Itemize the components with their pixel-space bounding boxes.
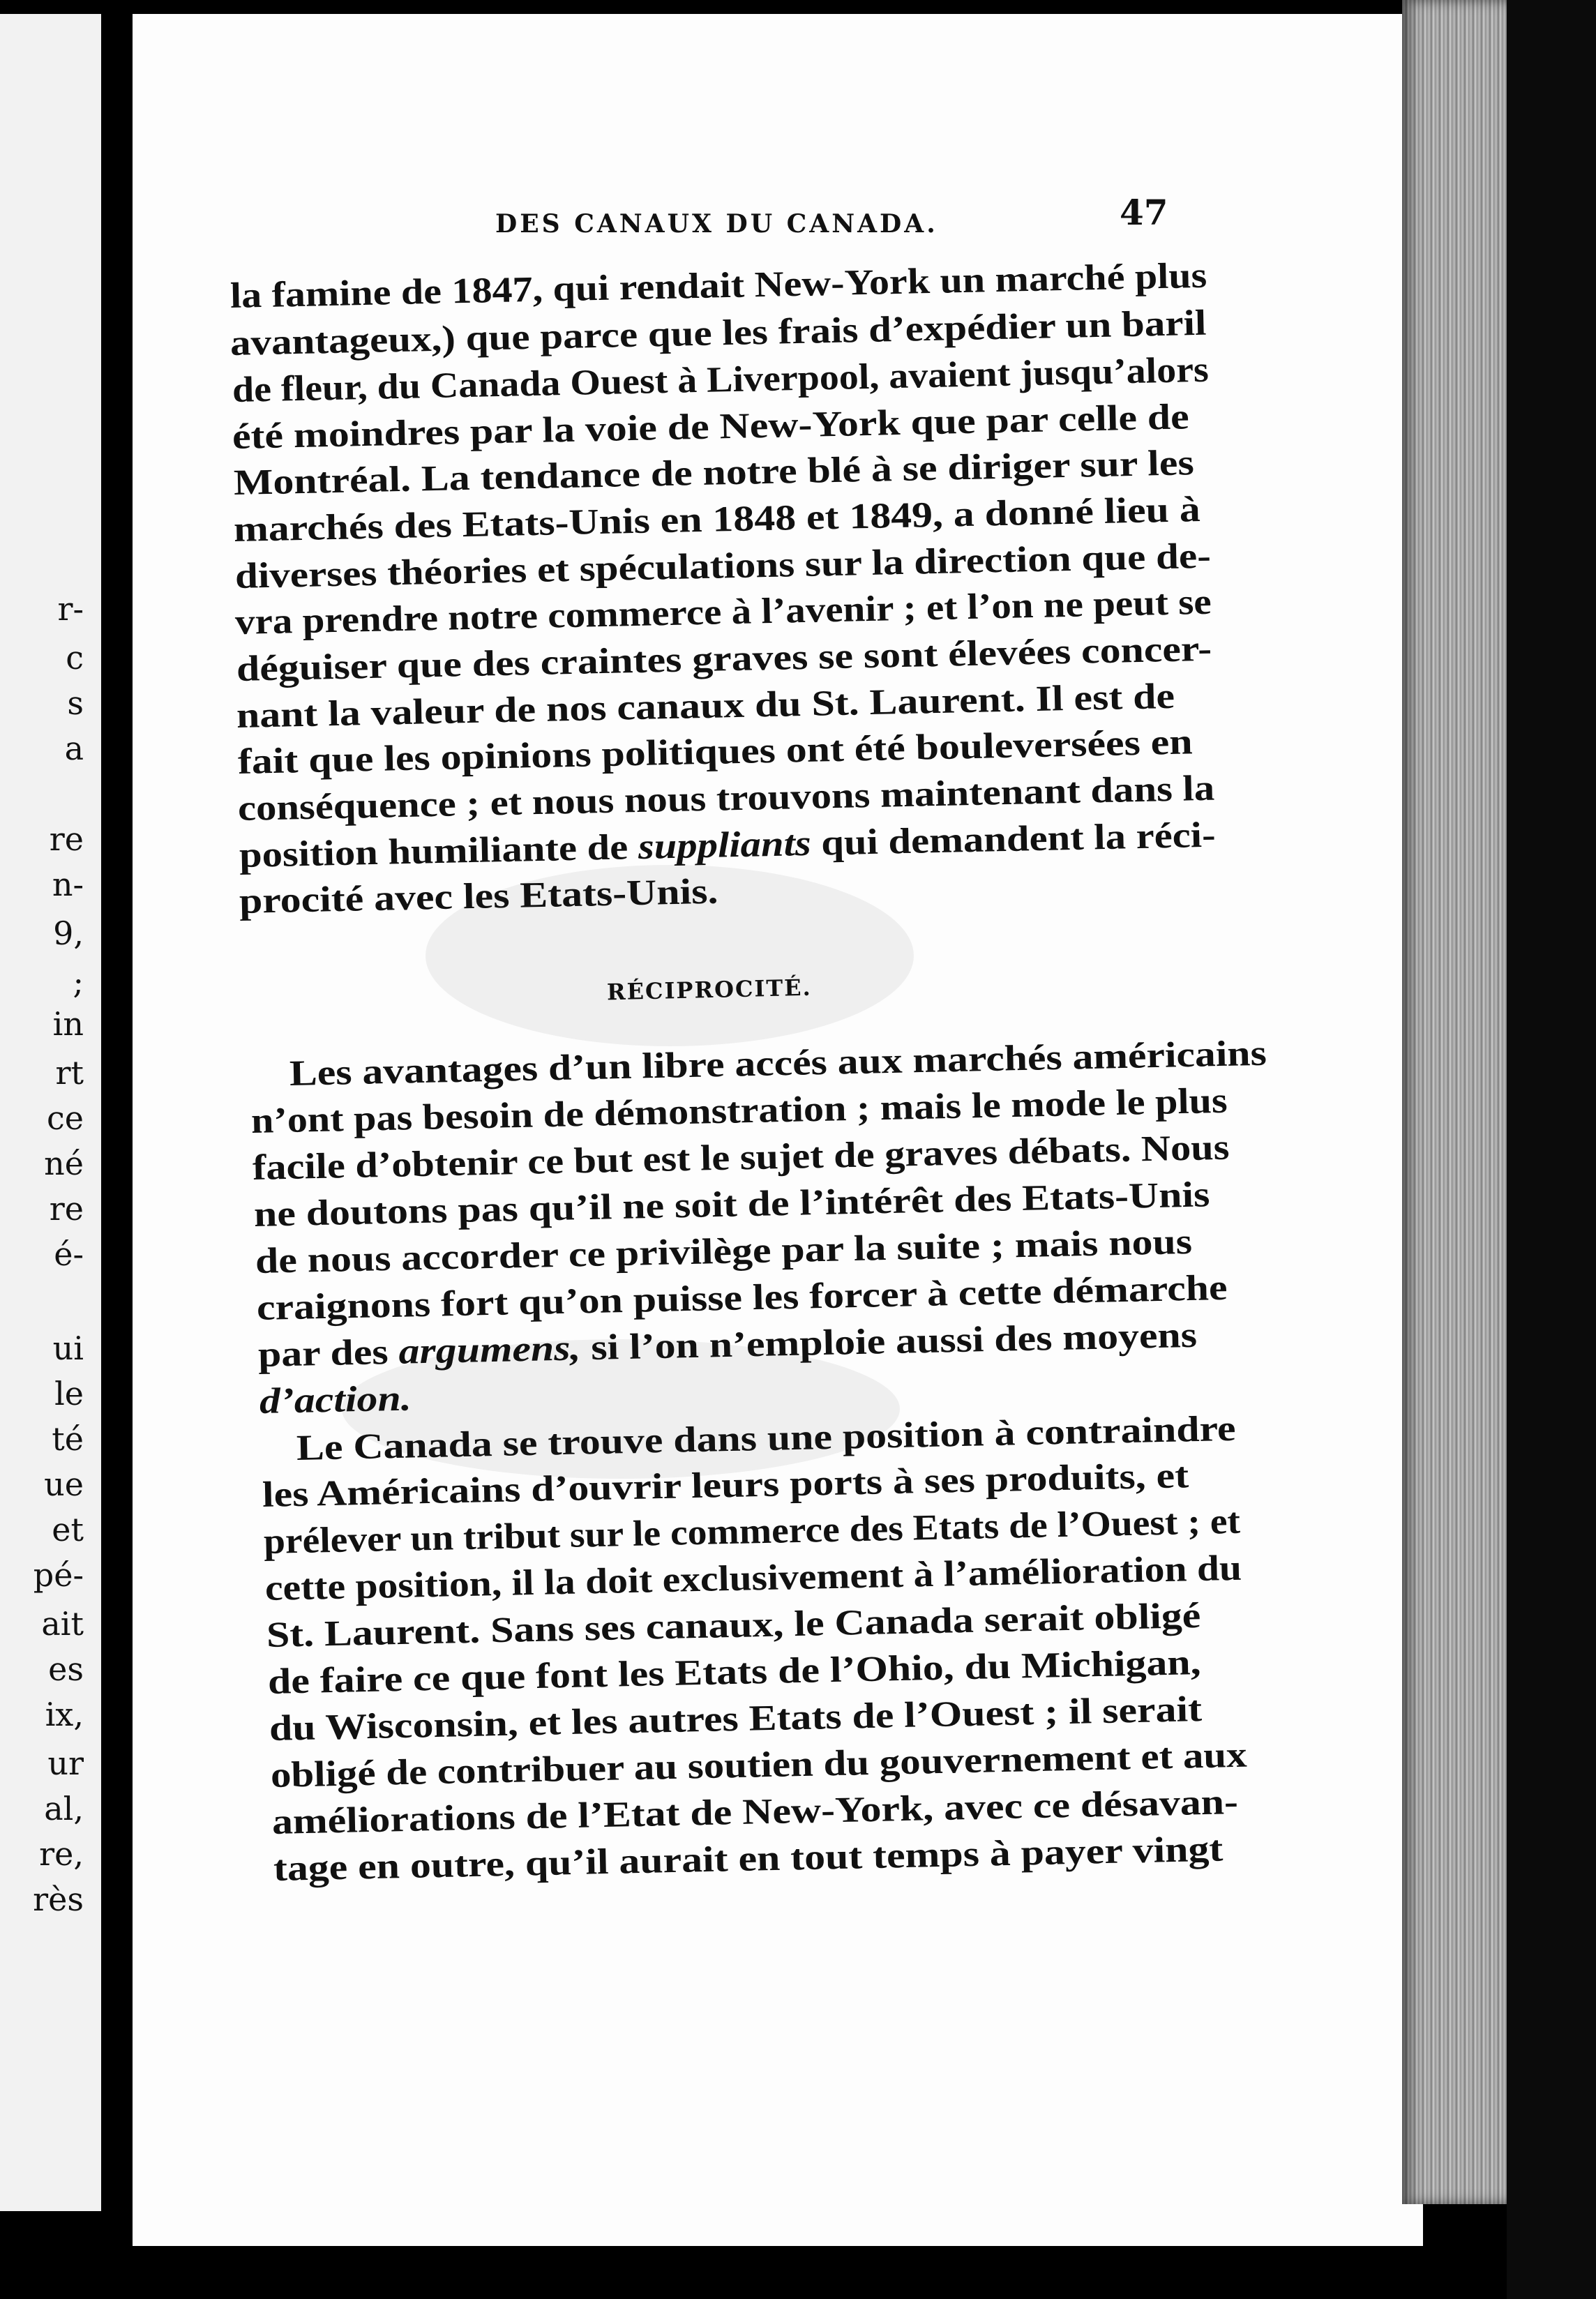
- text-line: Le Canada se trouve dans une position à contraindre: [296, 1408, 1237, 1468]
- text-line: diverses théories et spéculations sur la direction que de-: [234, 536, 1212, 596]
- text-line: tage en outre, qu’il aurait en tout temps à payer vingt: [273, 1829, 1224, 1889]
- text-line: facile d’obtenir ce but est le sujet de graves débats. Nous: [252, 1127, 1230, 1188]
- left-page-fragment: ui: [52, 1329, 84, 1367]
- left-page-fragment: c: [66, 639, 84, 677]
- text-line: conséquence ; et nous nous trouvons maintenant dans la: [237, 768, 1215, 829]
- text-line: craignons fort qu’on puisse les forcer à cette démarche: [256, 1267, 1228, 1328]
- left-page-fragment: re,: [39, 1835, 84, 1873]
- text-line: marchés des Etats-Unis en 1848 et 1849, a donné lieu à: [233, 489, 1201, 550]
- text-line: procité avec les Etats-Unis.: [239, 871, 718, 921]
- text-line-segment: si l’on n’emploie aussi des moyens: [580, 1315, 1198, 1369]
- left-page-fragment: n-: [52, 866, 84, 903]
- left-page-fragment: r-: [57, 590, 84, 628]
- left-page-fragment: a: [64, 730, 84, 767]
- text-line: n’ont pas besoin de démonstration ; mais le mode le plus: [250, 1080, 1228, 1141]
- left-page-fragment: rt: [55, 1054, 84, 1092]
- left-page-fragment: ur: [47, 1744, 84, 1782]
- page-edge-shadow: [1507, 0, 1596, 2299]
- left-page-fragment: in: [52, 1005, 84, 1043]
- left-page-fragment: é-: [54, 1235, 84, 1273]
- italic-word: suppliants: [638, 823, 812, 868]
- text-line: obligé de contribuer au soutien du gouvernement et aux: [270, 1735, 1248, 1795]
- text-line: cette position, il la doit exclusivement à l’amélioration du: [264, 1548, 1242, 1608]
- text-line: été moindres par la voie de New-York que par celle de: [232, 397, 1190, 457]
- left-page-fragment: s: [67, 684, 84, 722]
- left-page-fragment: ;: [73, 963, 84, 1001]
- text-line: fait que les opinions politiques ont été bouleversées en: [237, 722, 1194, 782]
- text-line: ne doutons pas qu’il ne soit de l’intérêt des Etats-Unis: [253, 1175, 1210, 1235]
- left-page-fragment: re: [49, 820, 84, 858]
- text-line: améliorations de l’Etat de New-York, avec ce désavan-: [271, 1781, 1239, 1842]
- text-line: [259, 1378, 412, 1422]
- left-page-fragment: ix,: [45, 1696, 84, 1733]
- left-page-fragment: ce: [47, 1099, 84, 1137]
- text-line: vra prendre notre commerce à l’avenir ; et l’on ne peut se: [234, 582, 1212, 642]
- left-page-fragment: et: [52, 1511, 84, 1548]
- text-line-segment: qui demandent la réci-: [811, 815, 1217, 864]
- left-page-fragment: le: [54, 1375, 84, 1412]
- text-line: de faire ce que font les Etats de l’Ohio, du Michigan,: [267, 1642, 1202, 1702]
- left-page-fragment: rès: [33, 1880, 84, 1918]
- text-line: prélever un tribut sur le commerce des Etats de l’Ouest ; et: [263, 1501, 1241, 1562]
- section-heading: RÉCIPROCITÉ.: [606, 974, 813, 1006]
- left-page-fragment: ue: [44, 1465, 84, 1503]
- text-line: nant la valeur de nos canaux du St. Laurent. Il est de: [236, 676, 1175, 736]
- text-line: Montréal. La tendance de notre blé à se diriger sur les: [233, 443, 1195, 503]
- text-line: avantageux,) que parce que les frais d’expédier un baril: [229, 303, 1207, 363]
- text-line: du Wisconsin, et les autres Etats de l’Ouest ; il serait: [269, 1689, 1203, 1749]
- running-header-title: DES CANAUX DU CANADA.: [495, 209, 938, 239]
- text-line-segment: position humiliante de: [239, 827, 639, 875]
- text-line: déguiser que des craintes graves se sont élevées concer-: [236, 628, 1212, 689]
- book-gutter: [101, 0, 133, 2299]
- text-line: Les avantages d’un libre accés aux marchés américains: [289, 1033, 1267, 1094]
- text-line-segment: par des: [257, 1332, 400, 1375]
- left-page-fragment: né: [44, 1145, 84, 1182]
- text-line: St. Laurent. Sans ses canaux, le Canada serait obligé: [266, 1595, 1201, 1655]
- text-line: les Américains d’ouvrir leurs ports à ses produits, et: [262, 1456, 1189, 1515]
- left-page-fragment: re: [49, 1190, 84, 1228]
- left-page-fragment: al,: [44, 1790, 84, 1827]
- left-page-fragment: pé-: [33, 1556, 84, 1594]
- left-page-fragment: es: [48, 1650, 84, 1688]
- italic-word: d’action.: [259, 1378, 412, 1422]
- left-facing-page: [0, 14, 103, 2211]
- left-page-fragment: té: [52, 1420, 84, 1458]
- left-page-fragment: ait: [41, 1605, 84, 1643]
- text-line: la famine de 1847, qui rendait New-York un marché plus: [229, 255, 1207, 316]
- text-line: de fleur, du Canada Ouest à Liverpool, avaient jusqu’alors: [232, 349, 1210, 410]
- text-line: de nous accorder ce privilège par la suite ; mais nous: [255, 1221, 1193, 1281]
- italic-word: argumens,: [398, 1328, 581, 1372]
- left-page-fragment: 9,: [53, 914, 84, 952]
- page-number: 47: [1120, 192, 1168, 233]
